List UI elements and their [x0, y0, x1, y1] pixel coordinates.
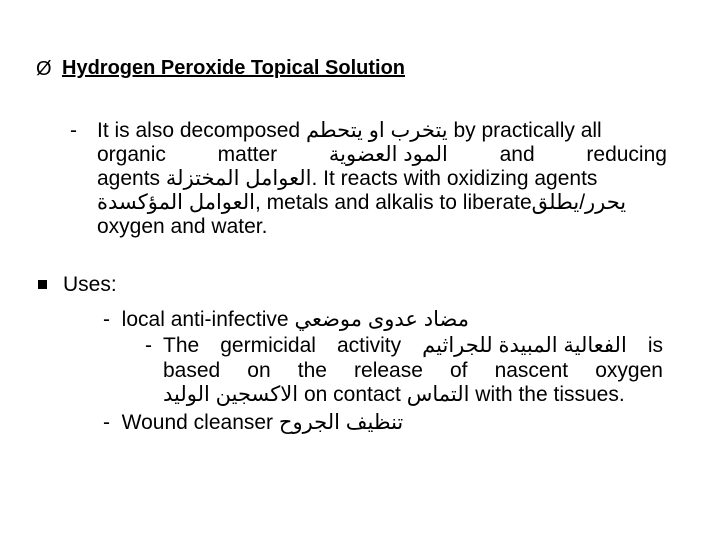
slide-title: Hydrogen Peroxide Topical Solution: [62, 57, 405, 79]
decomposition-line-5: oxygen and water.: [97, 215, 268, 238]
decomposition-line-2: organic matter المود العضوية and reducing: [97, 143, 667, 166]
use-item-1: - local anti-infective مضاد عدوى موضعي: [103, 308, 470, 331]
arabic-gloss: تنظيف الجروح: [278, 411, 404, 434]
arabic-gloss: الاكسجين الوليد: [163, 383, 299, 406]
decomposition-line-4: العوامل المؤكسدة, metals and alkalis to liberateيحرر/يطلق: [97, 191, 627, 214]
arabic-gloss: العوامل المؤكسدة: [97, 191, 256, 214]
arabic-gloss: العوامل المختزلة: [165, 167, 312, 190]
arabic-gloss: يحرر/يطلق: [531, 191, 627, 214]
square-bullet-icon: [38, 280, 47, 289]
decomposition-line-3: agents العوامل المختزلة. It reacts with oxidizing agents: [97, 167, 598, 190]
arabic-gloss: التماس: [406, 383, 470, 406]
decomposition-line-1: It is also decomposed يتخرب او يتحطم by practically all: [97, 119, 602, 142]
dash-bullet: -: [70, 119, 77, 142]
use-item-2: - Wound cleanser تنظيف الجروح: [103, 411, 404, 434]
use-subitem-line-3: الاكسجين الوليد on contact التماس with the tissues.: [163, 383, 625, 406]
arabic-gloss: المود العضوية: [328, 143, 448, 166]
arabic-gloss: يتخرب او يتحطم: [305, 119, 448, 142]
uses-heading: Uses:: [63, 273, 117, 296]
use-subitem-line-1: The germicidal activity الفعالية المبيدة للجراثيم is: [163, 334, 663, 357]
use-subitem-line-2: based on the release of nascent oxygen: [163, 359, 663, 382]
arrow-bullet-icon: Ø: [36, 58, 52, 80]
arabic-gloss: الفعالية المبيدة للجراثيم: [422, 334, 627, 357]
use-subitem-dash: -: [145, 334, 152, 357]
arabic-gloss: مضاد عدوى موضعي: [294, 308, 470, 331]
